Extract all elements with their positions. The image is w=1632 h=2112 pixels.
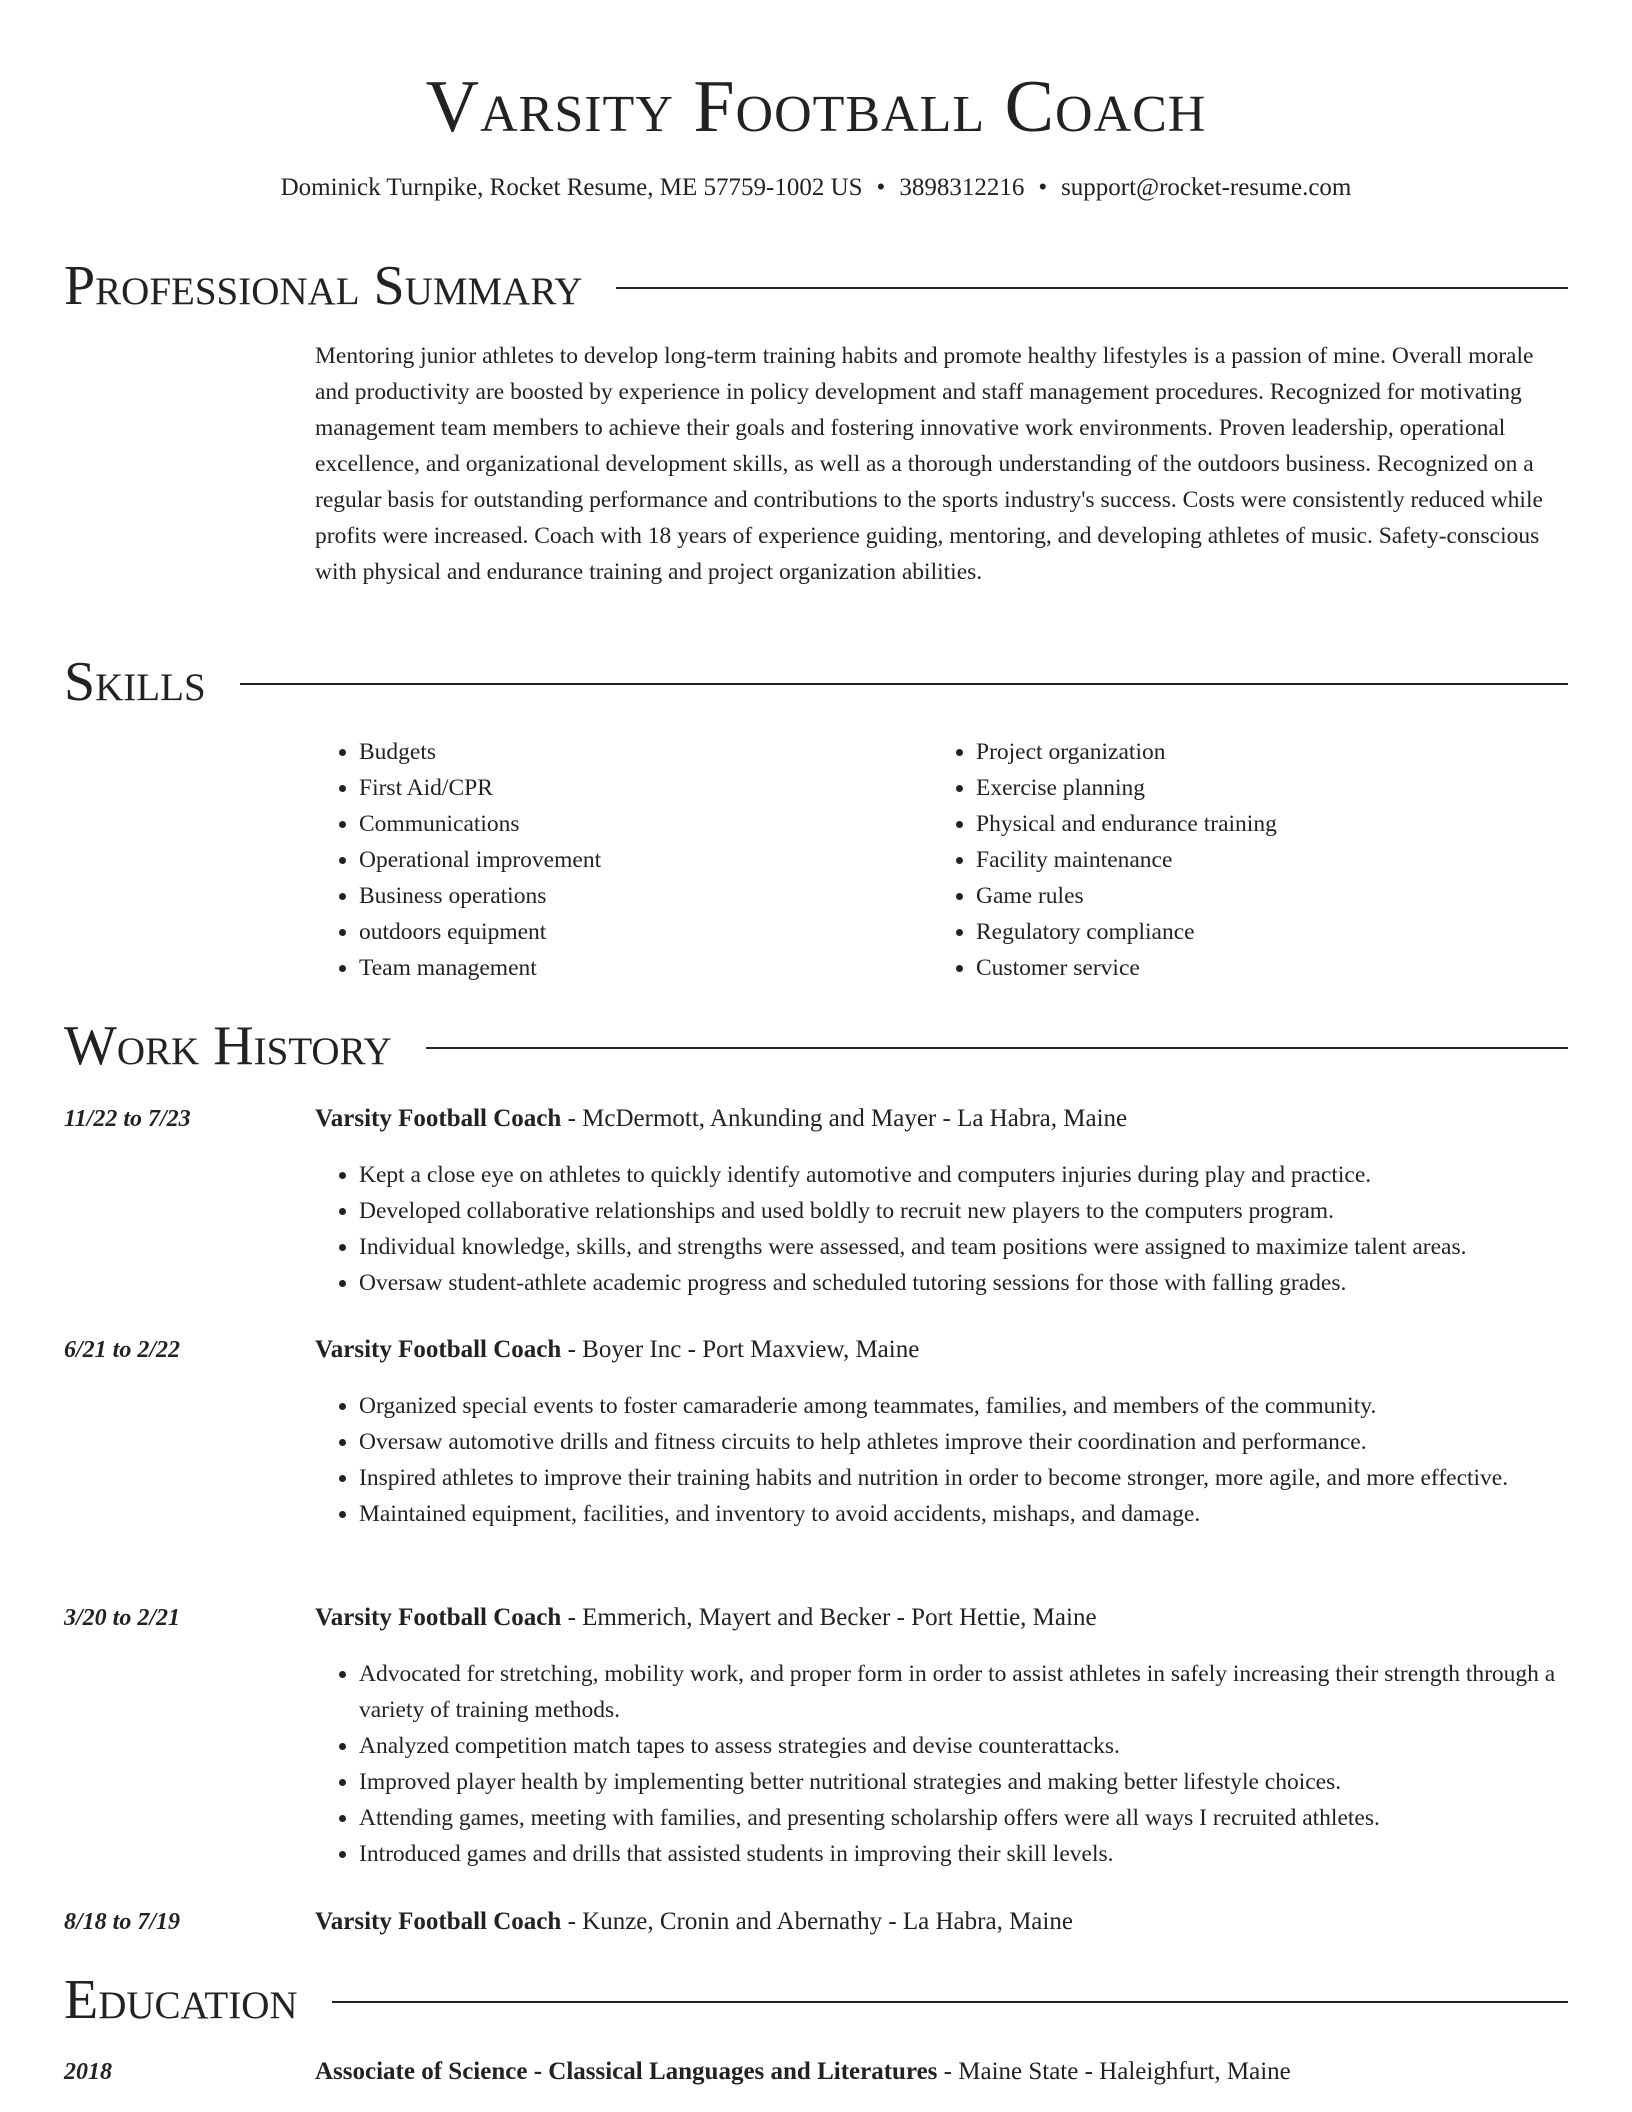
contact-address: Dominick Turnpike, Rocket Resume, ME 57759-1002 US (280, 174, 863, 201)
skill-item: • Communications (359, 806, 919, 842)
job-heading (315, 1103, 1570, 1135)
skills-section-header (64, 650, 1568, 714)
job-title: Varsity Football Coach (315, 1908, 562, 1935)
job-bullet: • Oversaw automotive drills and fitness circuits to help athletes improve their coordination and performance. (359, 1424, 1614, 1460)
skill-item: • Exercise planning (976, 770, 1606, 806)
section-divider (332, 2001, 1568, 2003)
skill-item: • Team management (359, 950, 919, 986)
skill-item: • Budgets (359, 734, 919, 770)
job-heading (315, 1602, 1570, 1634)
job-employer: - Boyer Inc - Port Maxview, Maine (561, 1336, 920, 1363)
resume-name-heading: Varsity Football Coach (425, 66, 1207, 148)
job-employer: - McDermott, Ankunding and Mayer - La Habra, Maine (561, 1105, 1128, 1132)
summary-text: Mentoring junior athletes to develop long-term training habits and promote healthy lifestyles is a passion of mine. Overall morale and productivity are boosted by experience in policy development and staff management procedures. Recognized for motivating management team members to achieve their goals and fostering innovative work environments. Proven leadership, operational excellence, and organizational development skills, as well as a thorough understanding of the outdoors business. Recognized on a regular basis for outstanding performance and contributions to the sports industry's success. Costs were consistently reduced while profits were increased. Coach with 18 years of experience guiding, mentoring, and developing athletes of music. Safety-conscious with physical and endurance training and project organization abilities. (315, 343, 1543, 585)
education-section-title: Education (64, 1969, 298, 2031)
job-bullet: • Analyzed competition match tapes to assess strategies and devise counterattacks. (359, 1728, 1614, 1764)
job-employer: - Kunze, Cronin and Abernathy - La Habra, Maine (561, 1908, 1073, 1935)
skill-item: • Facility maintenance (976, 842, 1606, 878)
job-heading (315, 1334, 1570, 1366)
skill-item: • Game rules (976, 878, 1606, 914)
education-degree: Associate of Science - Classical Languages and Literatures (315, 2058, 938, 2085)
contact-phone: 3898312216 (899, 174, 1025, 201)
job-title: Varsity Football Coach (315, 1604, 562, 1631)
work-section-title: Work History (64, 1015, 392, 1077)
job-bullet: • Advocated for stretching, mobility work, and proper form in order to assist athletes in safely increasing their strength through a variety of training methods. (359, 1656, 1614, 1728)
section-divider (616, 287, 1568, 289)
contact-separator: • (876, 174, 886, 201)
job-bullet: • Individual knowledge, skills, and strengths were assessed, and team positions were assigned to maximize talent areas. (359, 1229, 1614, 1265)
education-school: - Maine State - Haleighfurt, Maine (937, 2058, 1291, 2085)
contact-email: support@rocket-resume.com (1061, 174, 1352, 201)
job-bullets (315, 1157, 1614, 1301)
job-employer: - Emmerich, Mayert and Becker - Port Hettie, Maine (561, 1604, 1097, 1631)
job-bullet: • Kept a close eye on athletes to quickly identify automotive and computers injuries during play and practice. (359, 1157, 1614, 1193)
job-dates: 11/22 to 7/23 (64, 1106, 191, 1132)
skill-item: • Project organization (976, 734, 1606, 770)
skill-item: • Customer service (976, 950, 1606, 986)
job-heading (315, 1906, 1570, 1938)
skill-item: • Regulatory compliance (976, 914, 1606, 950)
job-dates: 8/18 to 7/19 (64, 1909, 181, 1935)
skill-item: • Business operations (359, 878, 919, 914)
job-title: Varsity Football Coach (315, 1105, 562, 1132)
skills-section-title: Skills (64, 651, 206, 713)
section-divider (240, 683, 1568, 685)
job-bullet: • Organized special events to foster camaraderie among teammates, families, and members of the community. (359, 1388, 1614, 1424)
education-heading (315, 2056, 1570, 2088)
job-bullet: • Improved player health by implementing better nutritional strategies and making better lifestyle choices. (359, 1764, 1614, 1800)
job-title: Varsity Football Coach (315, 1336, 562, 1363)
skills-list-left (315, 734, 919, 986)
job-dates: 3/20 to 2/21 (64, 1605, 181, 1631)
skill-item: • Physical and endurance training (976, 806, 1606, 842)
summary-section-header (64, 254, 1568, 318)
education-section-header (64, 1968, 1568, 2032)
section-divider (426, 1047, 1568, 1049)
skills-list-right (932, 734, 1606, 986)
job-bullet: • Developed collaborative relationships and used boldly to recruit new players to the computers program. (359, 1193, 1614, 1229)
job-dates: 6/21 to 2/22 (64, 1337, 181, 1363)
contact-separator: • (1038, 174, 1048, 201)
job-bullet: • Oversaw student-athlete academic progress and scheduled tutoring sessions for those with falling grades. (359, 1265, 1614, 1301)
contact-line (0, 172, 1632, 204)
job-bullet: • Maintained equipment, facilities, and inventory to avoid accidents, mishaps, and damage. (359, 1496, 1614, 1532)
summary-section-title: Professional Summary (64, 255, 583, 317)
job-bullet: • Inspired athletes to improve their training habits and nutrition in order to become stronger, more agile, and more effective. (359, 1460, 1614, 1496)
education-year: 2018 (64, 2059, 112, 2085)
job-bullet: • Attending games, meeting with families, and presenting scholarship offers were all ways I recruited athletes. (359, 1800, 1614, 1836)
skill-item: • Operational improvement (359, 842, 919, 878)
work-section-header (64, 1014, 1568, 1078)
job-bullet: • Introduced games and drills that assisted students in improving their skill levels. (359, 1836, 1614, 1872)
skill-item: • outdoors equipment (359, 914, 919, 950)
job-bullets (315, 1656, 1614, 1872)
job-bullets (315, 1388, 1614, 1532)
skill-item: • First Aid/CPR (359, 770, 919, 806)
